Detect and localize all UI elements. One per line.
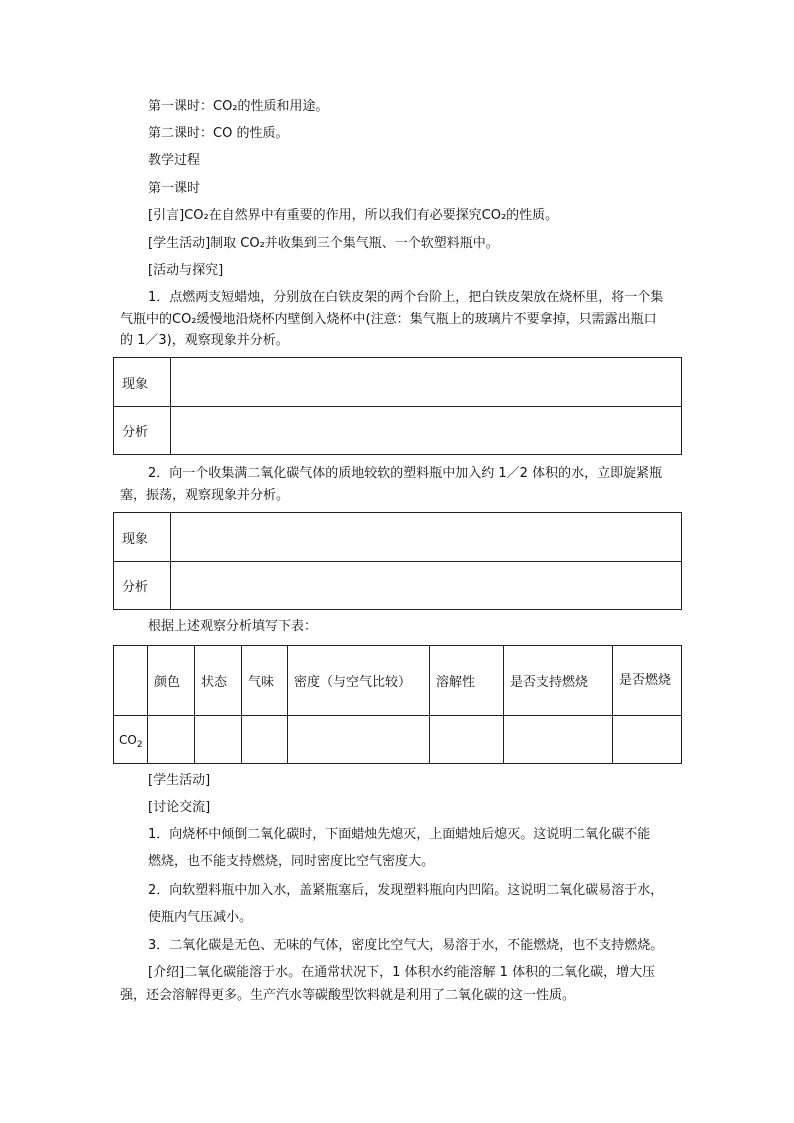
introduction-line-b: 强，还会溶解得更多。生产汽水等碳酸型饮料就是利用了二氧化碳的这一性质。 <box>120 988 576 1003</box>
discussion-1-line-a: 1．向烧杯中倾倒二氧化碳时，下面蜡烛先熄灭，上面蜡烛后熄灭。这说明二氧化碳不能 <box>148 827 651 842</box>
properties-header-state: 状态 <box>195 646 242 716</box>
properties-cell-combustible[interactable] <box>613 716 682 764</box>
properties-cell-color[interactable] <box>148 716 195 764</box>
step1-line-c: 的 1／3)，观察现象并分析。 <box>120 333 289 348</box>
introduction-line-a: [介绍]二氧化碳能溶于水。在通常状况下，1 体积水约能溶解 1 体积的二氧化碳，增大压 <box>148 965 656 980</box>
discussion-2-line-a: 2．向软塑料瓶中加入水，盖紧瓶塞后，发现塑料瓶向内凹陷。这说明二氧化碳易溶于水， <box>148 883 664 898</box>
properties-cell-supports-combustion[interactable] <box>504 716 613 764</box>
student-activity-line: [学生活动]制取 CO₂并收集到三个集气瓶、一个软塑料瓶中。 <box>148 236 499 251</box>
table1-label-analysis: 分析 <box>114 407 171 455</box>
lesson-1-line: 第一课时：CO₂的性质和用途。 <box>148 99 329 114</box>
section-heading: 教学过程 <box>148 153 201 168</box>
table2-cell-observation[interactable] <box>171 513 682 562</box>
properties-header-color: 颜色 <box>148 646 195 716</box>
discussion-3-line: 3．二氧化碳是无色、无味的气体，密度比空气大，易溶于水，不能燃烧，也不支持燃烧。 <box>148 938 664 953</box>
properties-header-supports-combustion: 是否支持燃烧 <box>504 646 613 716</box>
properties-header-odor: 气味 <box>242 646 288 716</box>
table2-label-observation: 现象 <box>114 513 171 562</box>
co2-label: CO <box>119 732 137 747</box>
discussion-2-line-b: 使瓶内气压减小。 <box>148 910 253 925</box>
student-activity-heading: [学生活动] <box>148 773 211 788</box>
lesson-heading: 第一课时 <box>148 181 201 196</box>
table2-label-analysis: 分析 <box>114 562 171 610</box>
discussion-heading: [讨论交流] <box>148 800 211 815</box>
step1-line-b: 气瓶中的CO₂缓慢地沿烧杯内壁倒入烧杯中(注意：集气瓶上的玻璃片不要拿掉，只需露出瓶口 <box>120 312 657 327</box>
step2-line-a: 2．向一个收集满二氧化碳气体的质地较软的塑料瓶中加入约 1／2 体积的水，立即旋紧瓶 <box>148 466 663 481</box>
observation-table-2 <box>113 512 682 610</box>
step2-line-b: 塞，振荡，观察现象并分析。 <box>120 488 290 503</box>
properties-row-label <box>114 716 148 764</box>
observation-table-1 <box>113 357 682 455</box>
properties-cell-odor[interactable] <box>242 716 288 764</box>
discussion-1-line-b: 燃烧，也不能支持燃烧，同时密度比空气密度大。 <box>148 854 435 869</box>
step1-line-a: 1．点燃两支短蜡烛，分别放在白铁皮架的两个台阶上，把白铁皮架放在烧杯里，将一个集 <box>148 290 664 305</box>
properties-header-density: 密度（与空气比较） <box>288 646 430 716</box>
table2-cell-analysis[interactable] <box>171 562 682 610</box>
table-instruction: 根据上述观察分析填写下表： <box>148 619 318 634</box>
activity-heading: [活动与探究] <box>148 263 224 278</box>
table1-cell-observation[interactable] <box>171 358 682 407</box>
properties-cell-solubility[interactable] <box>430 716 504 764</box>
table1-label-observation: 现象 <box>114 358 171 407</box>
properties-cell-density[interactable] <box>288 716 430 764</box>
properties-table <box>113 645 682 764</box>
intro-line: [引言]CO₂在自然界中有重要的作用，所以我们有必要探究CO₂的性质。 <box>148 208 559 223</box>
properties-cell-state[interactable] <box>195 716 242 764</box>
properties-header-blank <box>114 646 148 716</box>
properties-header-solubility: 溶解性 <box>430 646 504 716</box>
lesson-2-line: 第二课时：CO 的性质。 <box>148 126 289 141</box>
co2-subscript: 2 <box>136 739 143 750</box>
table1-cell-analysis[interactable] <box>171 407 682 455</box>
properties-header-combustible: 是否燃烧 <box>613 646 682 716</box>
